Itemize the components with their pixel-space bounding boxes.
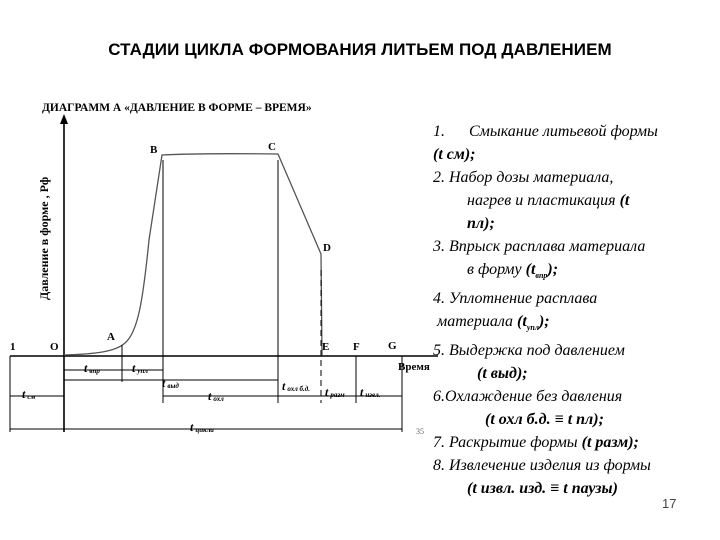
interval-t-razm: tразм bbox=[325, 385, 345, 399]
y-axis-label: Давление в форме , Рф bbox=[37, 176, 51, 300]
stage-3-cont: в форму $(t_{впр})$; bbox=[467, 261, 559, 281]
stage-3: 3. Впрыск расплава материала bbox=[433, 238, 646, 255]
interval-t-vpr: tвпр bbox=[84, 361, 100, 375]
y-axis-arrow bbox=[60, 114, 68, 124]
interval-t-ohl: tохл bbox=[208, 389, 224, 403]
page-number: 17 bbox=[662, 496, 677, 511]
stage-6-time: (t охл б.д. ≡ t пл); bbox=[485, 411, 604, 429]
stage-2-time: пл); bbox=[467, 215, 495, 232]
stage-4: 4. Уплотнение расплава bbox=[433, 290, 598, 308]
point-label-E: E bbox=[322, 341, 330, 353]
point-label-D: D bbox=[323, 242, 331, 254]
interval-t-izvl: tизвл. bbox=[360, 385, 381, 399]
point-label-O: O bbox=[50, 341, 59, 353]
stage-1: 1. Смыкание литьевой формы bbox=[433, 123, 658, 140]
point-label-F: F bbox=[353, 341, 360, 353]
pressure-curve bbox=[64, 154, 322, 355]
stages-list bbox=[433, 120, 713, 500]
inner-page-number: 35 bbox=[416, 427, 424, 436]
dimension-lines bbox=[10, 370, 402, 429]
stage-8: 8. Извлечение изделия из формы bbox=[433, 457, 651, 475]
stage-2: 2. Набор дозы материала, bbox=[433, 169, 614, 186]
line-label-1: 1 bbox=[10, 341, 16, 353]
stage-5: 5. Выдержка под давлением bbox=[433, 342, 625, 360]
stage-6: 6.Охлаждение без давления bbox=[433, 388, 623, 406]
interval-t-upl: tупл bbox=[132, 361, 148, 375]
stage-7: 7. Раскрытие формы (t разм); bbox=[433, 434, 639, 452]
stage-4-cont: материала $(t_{упл})$; bbox=[437, 313, 550, 333]
point-label-G: G bbox=[388, 340, 397, 352]
stage-2-cont: нагрев и пластикация (t bbox=[467, 192, 630, 209]
point-label-B: B bbox=[150, 144, 158, 156]
stage-5-time: (t выд); bbox=[477, 365, 528, 383]
x-axis-label: Время bbox=[398, 361, 430, 373]
stage-1-time: (t см); bbox=[433, 146, 476, 163]
interval-t-sm: tсм bbox=[22, 387, 36, 401]
point-label-C: C bbox=[268, 141, 276, 153]
point-label-A: A bbox=[107, 331, 115, 343]
interval-t-cikla: tцикла bbox=[190, 420, 214, 434]
interval-t-vyd: tвыд bbox=[162, 376, 179, 390]
diagram-title: ДИАГРАММ А «ДАВЛЕНИЕ В ФОРМЕ – ВРЕМЯ» bbox=[42, 102, 312, 114]
slide-title: СТАДИИ ЦИКЛА ФОРМОВАНИЯ ЛИТЬЕМ ПОД ДАВЛЕНИЕМ bbox=[108, 40, 612, 59]
stage-8-time: (t извл. изд. ≡ t паузы) bbox=[467, 480, 618, 498]
interval-t-ohl-bd: tохл б.д. bbox=[282, 379, 311, 393]
